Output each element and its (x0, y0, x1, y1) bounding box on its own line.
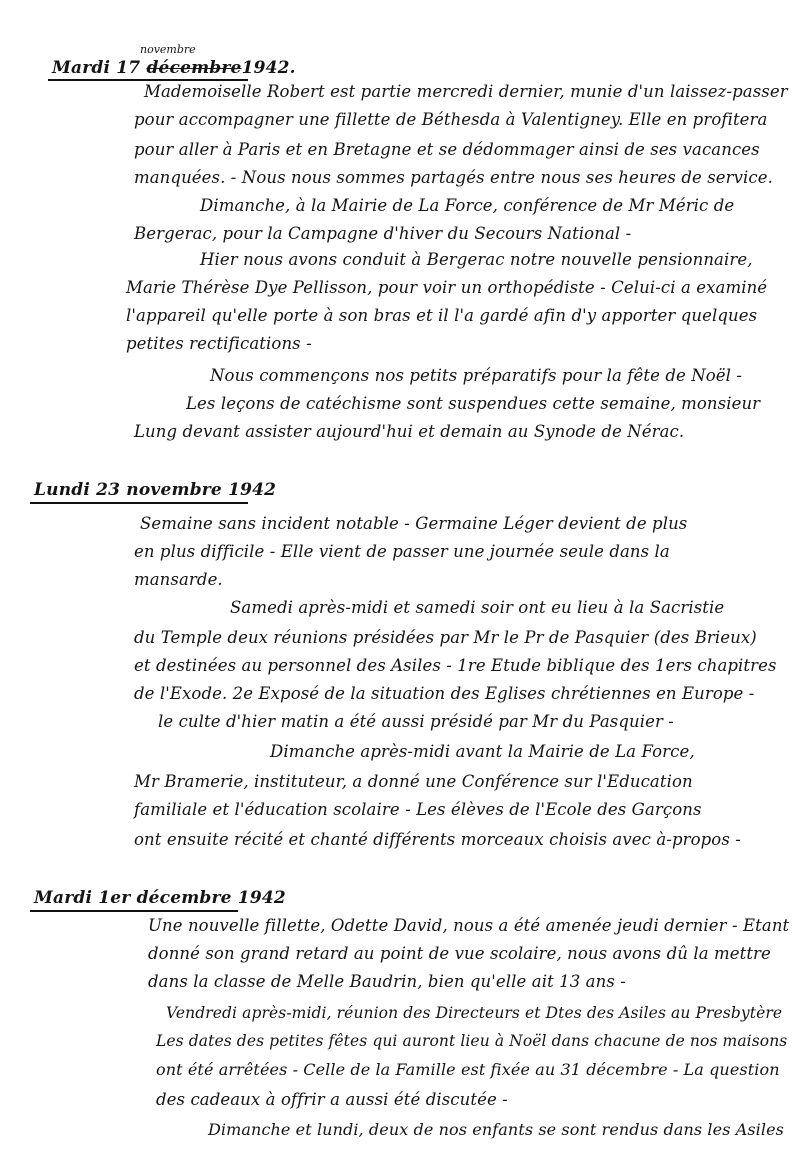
entry-line: Une nouvelle fillette, Odette David, nous a été amenée jeudi dernier - Etant (148, 916, 790, 935)
entry-line: Dimanche et lundi, deux de nos enfants se sont rendus dans les Asiles (208, 1120, 784, 1139)
entry-line: Hier nous avons conduit à Bergerac notre nouvelle pensionnaire, (200, 250, 753, 269)
entry-line: Lung devant assister aujourd'hui et demain au Synode de Nérac. (134, 422, 685, 441)
entry-line: Dimanche, à la Mairie de La Force, conférence de Mr Méric de (200, 196, 735, 215)
date-prefix: Mardi 17 (52, 58, 147, 78)
entry-line: pour accompagner une fillette de Béthesda à Valentigney. Elle en profitera (134, 110, 768, 129)
entry-date (52, 58, 296, 78)
entry-line: familiale et l'éducation scolaire - Les élèves de l'Ecole des Garçons (134, 800, 702, 819)
entry-line: pour aller à Paris et en Bretagne et se dédommager ainsi de ses vacances (134, 140, 760, 159)
date-year: 1942. (241, 58, 296, 78)
entry-line: en plus difficile - Elle vient de passer une journée seule dans la (134, 542, 670, 561)
entry-line: du Temple deux réunions présidées par Mr le Pr de Pasquier (des Brieux) (134, 628, 757, 647)
entry-line: de l'Exode. 2e Exposé de la situation des Eglises chrétiennes en Europe - (134, 684, 755, 703)
entry-line: Nous commençons nos petits préparatifs pour la fête de Noël - (210, 366, 743, 385)
entry-line: Marie Thérèse Dye Pellisson, pour voir un orthopédiste - Celui-ci a examiné (126, 278, 768, 297)
entry-line: petites rectifications - (126, 334, 312, 353)
date-correction-struck: décembre (146, 58, 242, 78)
entry-line: Semaine sans incident notable - Germaine Léger devient de plus (140, 514, 688, 533)
entry-line: Dimanche après-midi avant la Mairie de La Force, (270, 742, 695, 761)
entry-line: Les dates des petites fêtes qui auront lieu à Noël dans chacune de nos maisons (156, 1032, 788, 1050)
entry-line: mansarde. (134, 570, 223, 589)
entry-line: donné son grand retard au point de vue scolaire, nous avons dû la mettre (148, 944, 771, 963)
entry-line: Mademoiselle Robert est partie mercredi dernier, munie d'un laissez-passer (144, 82, 788, 101)
entry-date: Lundi 23 novembre 1942 (34, 480, 277, 500)
entry-line: dans la classe de Melle Baudrin, bien qu'elle ait 13 ans - (148, 972, 626, 991)
entry-line: Vendredi après-midi, réunion des Directeurs et Dtes des Asiles au Presbytère (166, 1004, 783, 1022)
entry-line: et destinées au personnel des Asiles - 1re Etude biblique des 1ers chapitres (134, 656, 777, 675)
entry-line: des cadeaux à offrir a aussi été discutée - (156, 1090, 508, 1109)
entry-line: manquées. - Nous nous sommes partagés entre nous ses heures de service. (134, 168, 773, 187)
entry-line: ont été arrêtées - Celle de la Famille est fixée au 31 décembre - La question (156, 1060, 780, 1079)
entry-line: Les leçons de catéchisme sont suspendues cette semaine, monsieur (186, 394, 761, 413)
date-underline (48, 79, 248, 81)
entry-line: Samedi après-midi et samedi soir ont eu lieu à la Sacristie (230, 598, 725, 617)
entry-line: Bergerac, pour la Campagne d'hiver du Secours National - (134, 224, 632, 243)
entry-line: le culte d'hier matin a été aussi présidé par Mr du Pasquier - (158, 712, 674, 731)
date-underline (30, 502, 248, 504)
entry-line: ont ensuite récité et chanté différents morceaux choisis avec à-propos - (134, 830, 741, 849)
date-correction-inserted: novembre (140, 43, 196, 56)
entry-line: l'appareil qu'elle porte à son bras et il l'a gardé afin d'y apporter quelques (126, 306, 758, 325)
entry-line: Mr Bramerie, instituteur, a donné une Conférence sur l'Education (134, 772, 693, 791)
date-underline (30, 910, 238, 912)
entry-date: Mardi 1er décembre 1942 (34, 888, 286, 908)
